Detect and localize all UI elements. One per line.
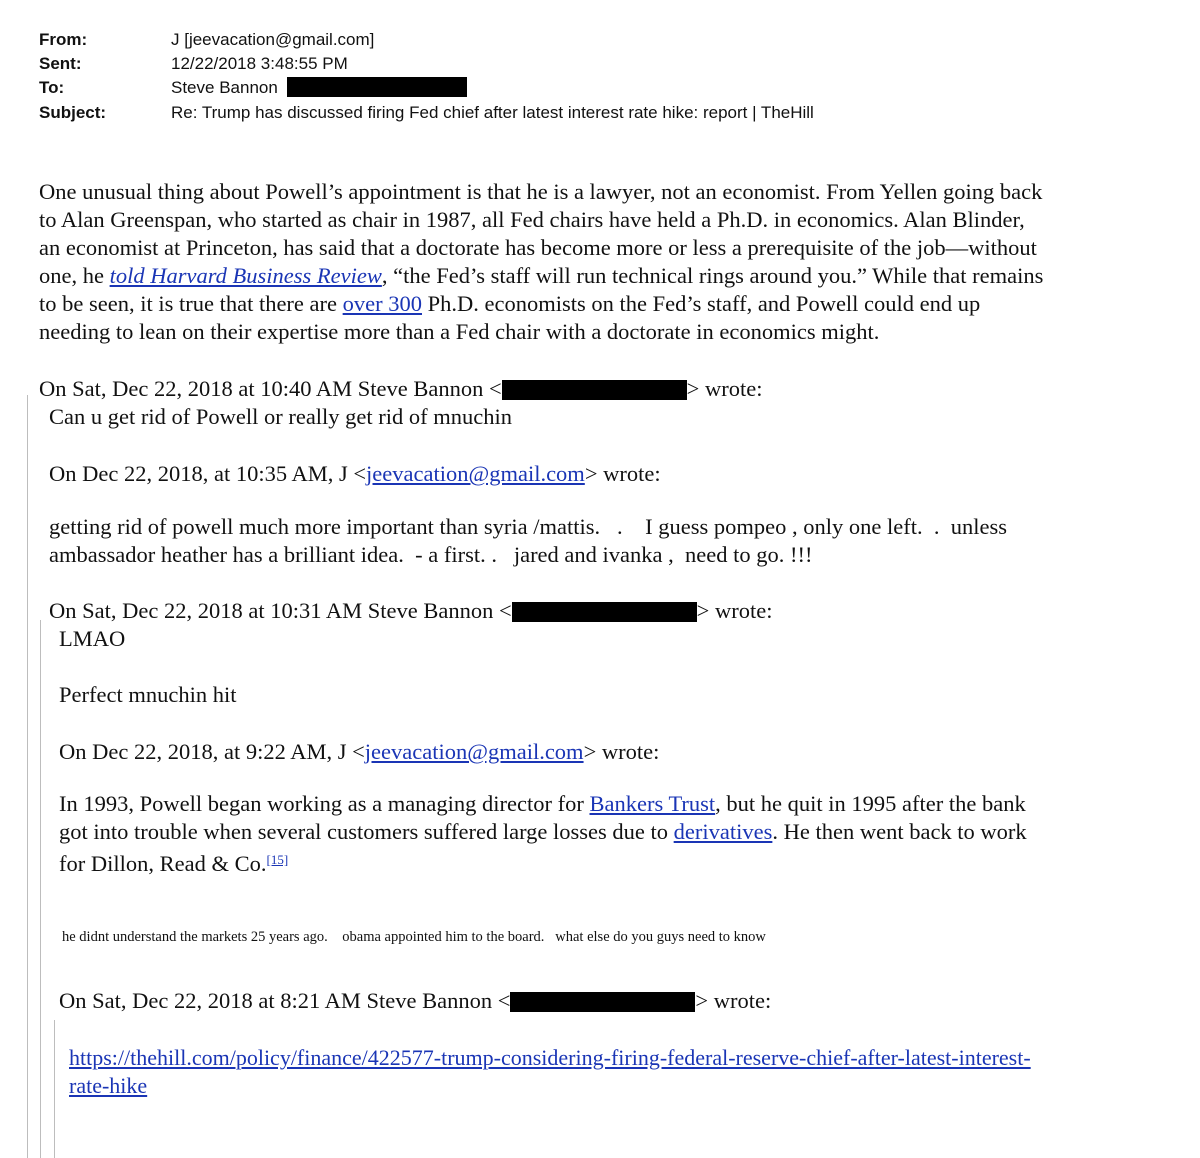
body-line-6: needing to lean on their expertise more than a Fed chair with a doctorate in economics might. <box>39 319 880 344</box>
quote-4-line-1 <box>59 790 1026 818</box>
sent-value: 12/22/2018 3:48:55 PM <box>171 54 348 73</box>
body-line-2: to Alan Greenspan, who started as chair in 1987, all Fed chairs have held a Ph.D. in economics. Alan Blinder, <box>39 207 1025 232</box>
redaction-block <box>512 602 697 622</box>
quote-4-attribution <box>59 738 659 766</box>
subject-label: Subject: <box>39 103 107 122</box>
body-line-3: an economist at Princeton, has said that a doctorate has become more or less a prerequisite of the job—without <box>39 235 1037 260</box>
quote-3-line-1: LMAO <box>59 626 126 651</box>
to-line <box>171 75 1171 100</box>
attribution-text: > wrote: <box>686 376 763 401</box>
body-text: In 1993, Powell began working as a managing director for <box>59 791 590 816</box>
thehill-url-link-cont[interactable]: rate-hike <box>69 1073 148 1098</box>
from-value: J [jeevacation@gmail.com] <box>171 30 375 49</box>
body-line-5 <box>39 290 980 318</box>
body-text: one, he <box>39 263 110 288</box>
attribution-text: > wrote: <box>583 739 660 764</box>
quote-2-line-2: ambassador heather has a brilliant idea. - a first. . jared and ivanka , need to go. !!! <box>49 542 813 567</box>
thehill-url-link[interactable]: https://thehill.com/policy/finance/422577-trump-considering-firing-federal-reserve-chief-after-latest-interest- <box>69 1045 1031 1070</box>
attribution-text: > wrote: <box>584 461 661 486</box>
harvard-link[interactable]: told Harvard Business Review <box>109 263 382 288</box>
sent-label: Sent: <box>39 54 82 73</box>
quote-2-line-1: getting rid of powell much more important than syria /mattis. . I guess pompeo , only one left. . unless <box>49 514 1007 539</box>
derivatives-link[interactable]: derivatives <box>673 819 773 844</box>
body-text: , “the Fed’s staff will run technical rings around you.” While that remains <box>381 263 1044 288</box>
body-text: to be seen, it is true that there are <box>39 291 343 316</box>
body-text: Ph.D. economists on the Fed’s staff, and Powell could end up <box>422 291 981 316</box>
quote-4-line-2 <box>59 818 1027 846</box>
quote-bar <box>40 620 41 1158</box>
body-text: . He then went back to work <box>772 819 1027 844</box>
body-text: for Dillon, Read & Co. <box>59 851 267 876</box>
attribution-text: On Sat, Dec 22, 2018 at 10:40 AM Steve Bannon < <box>39 376 502 401</box>
attribution-text: On Sat, Dec 22, 2018 at 10:31 AM Steve Bannon < <box>49 598 512 623</box>
redaction-block <box>287 77 467 97</box>
quote-1-attribution <box>39 375 762 403</box>
redaction-block <box>502 380 687 400</box>
quote-3-line-2: Perfect mnuchin hit <box>59 682 237 707</box>
attribution-text: > wrote: <box>696 598 773 623</box>
email-link[interactable]: jeevacation@gmail.com <box>366 461 585 486</box>
quote-3-attribution <box>49 597 772 625</box>
quote-1-text: Can u get rid of Powell or really get rid of mnuchin <box>49 404 513 429</box>
to-value: Steve Bannon <box>171 78 278 97</box>
bankers-trust-link[interactable]: Bankers Trust <box>589 791 716 816</box>
attribution-text: On Dec 22, 2018, at 9:22 AM, J < <box>59 739 365 764</box>
over-300-link[interactable]: over 300 <box>342 291 422 316</box>
to-label: To: <box>39 78 65 97</box>
quote-4-note: he didnt understand the markets 25 years ago. obama appointed him to the board. what else do you guys need to know <box>62 929 766 945</box>
body-line-1: One unusual thing about Powell’s appointment is that he is a lawyer, not an economist. From Yellen going back <box>39 179 1043 204</box>
body-line-4 <box>39 262 1043 290</box>
redaction-block <box>510 992 695 1012</box>
attribution-text: On Sat, Dec 22, 2018 at 8:21 AM Steve Bannon < <box>59 988 511 1013</box>
body-text: got into trouble when several customers suffered large losses due to <box>59 819 674 844</box>
email-link[interactable]: jeevacation@gmail.com <box>364 739 584 764</box>
attribution-text: On Dec 22, 2018, at 10:35 AM, J < <box>49 461 367 486</box>
quote-4-line-3 <box>59 846 288 878</box>
quote-bar <box>27 395 28 1158</box>
footnote-15-link[interactable]: [15] <box>266 852 289 867</box>
attribution-text: > wrote: <box>695 988 772 1013</box>
from-label: From: <box>39 30 88 49</box>
quote-bar <box>54 1020 55 1158</box>
quote-5-attribution <box>59 987 771 1015</box>
quote-2-attribution <box>49 460 661 488</box>
body-text: , but he quit in 1995 after the bank <box>715 791 1026 816</box>
subject-value: Re: Trump has discussed firing Fed chief after latest interest rate hike: report | TheHill <box>171 103 814 122</box>
